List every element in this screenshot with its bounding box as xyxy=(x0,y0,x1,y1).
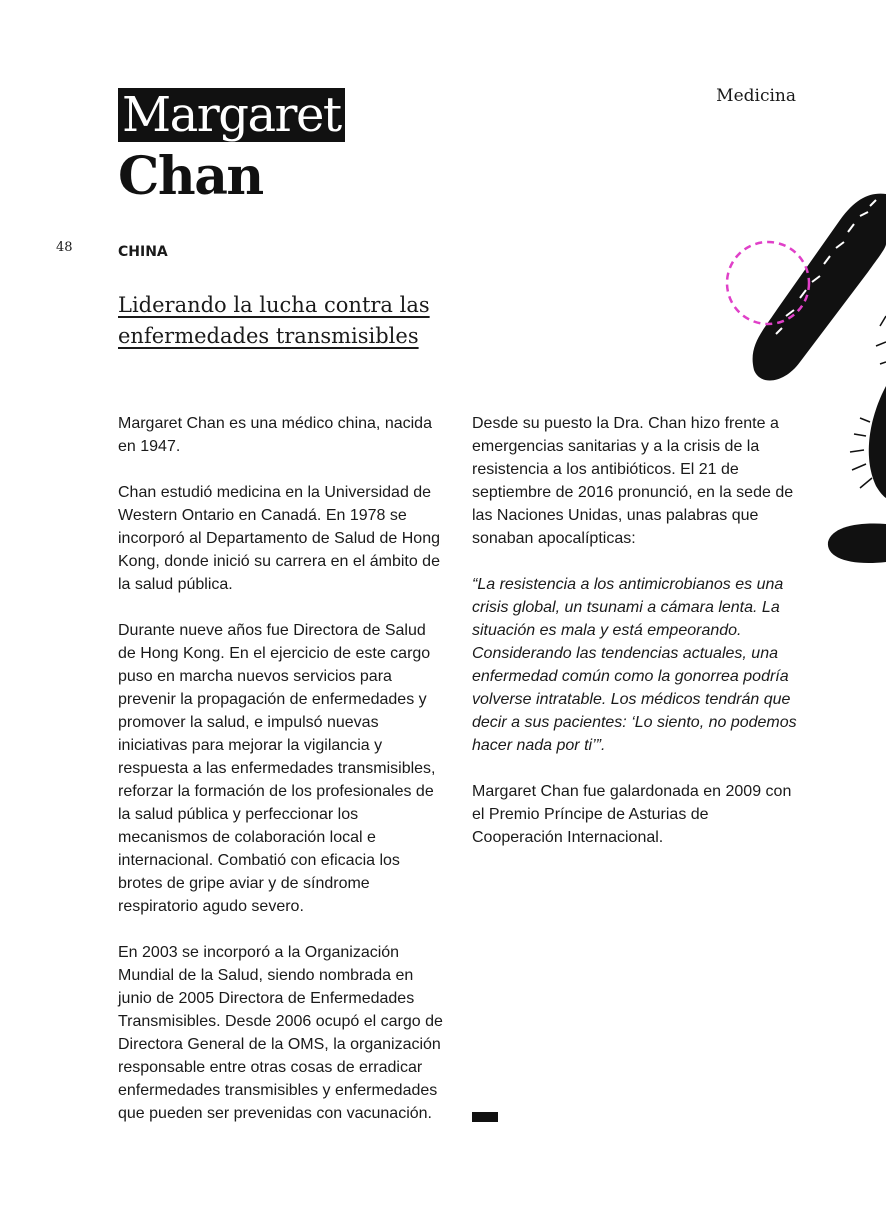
paragraph: Durante nueve años fue Directora de Salud de Hong Kong. En el ejercicio de este cargo puso en marcha nuevos servicios para prevenir la propagación de enfermedades y promover la salud, e impulsó nuevas iniciativas para mejorar la vigilancia y respuesta a las enfermedades transmisibles, reforzar la formación de los profesionales de la salud pública y perfeccionar los mecanismos de colaboración local e internacional. Combatió con eficacia los brotes de gripe aviar y de síndrome respiratorio agudo severo. xyxy=(118,622,436,915)
section-label: Medicina xyxy=(716,86,796,106)
quote: “La resistencia a los antimicrobianos es una crisis global, un tsunami a cámara lenta. La situación es mala y está empeorando. Considerando las tendencias actuales, una enfermedad común como la gonorrea podría volverse intratable. Los médicos tendrán que decir a sus pacientes: ‘Lo siento, no podemos hacer nada por ti’”. xyxy=(472,576,797,754)
paragraph: Chan estudió medicina en la Universidad de Western Ontario en Canadá. En 1978 se incorporó al Departamento de Salud de Hong Kong, donde inició su carrera en el ámbito de la salud pública. xyxy=(118,484,440,593)
microbe-illustration xyxy=(720,186,886,576)
paragraph: Desde su puesto la Dra. Chan hizo frente a emergencias sanitarias y a la crisis de la resistencia a los antibióticos. El 21 de septiembre de 2016 pronunció, en la sede de las Naciones Unidas, unas palabras que sonaban apocalípticas: xyxy=(472,415,794,547)
name-last: Chan xyxy=(118,146,263,207)
paragraph: Margaret Chan es una médico china, nacida en 1947. xyxy=(118,415,432,455)
paragraph: Margaret Chan fue galardonada en 2009 con el Premio Príncipe de Asturias de Cooperación Internacional. xyxy=(472,783,792,846)
paragraph: En 2003 se incorporó a la Organización Mundial de la Salud, siendo nombrada en junio de 2005 Directora de Enfermedades Transmisibles. Desde 2006 ocupó el cargo de Directora General de la OMS, la organización responsable entre otras cosas de erradicar enfermedades transmisibles y enfermedades que pueden ser prevenidas con vacunación. xyxy=(118,944,443,1122)
page-number: 48 xyxy=(56,240,73,255)
name-first: Margaret xyxy=(118,88,345,142)
country-label: CHINA xyxy=(118,244,168,260)
headline: Liderando la lucha contra las enfermedades transmisibles xyxy=(118,293,430,348)
end-mark xyxy=(472,1112,498,1122)
left-column xyxy=(118,412,444,1148)
